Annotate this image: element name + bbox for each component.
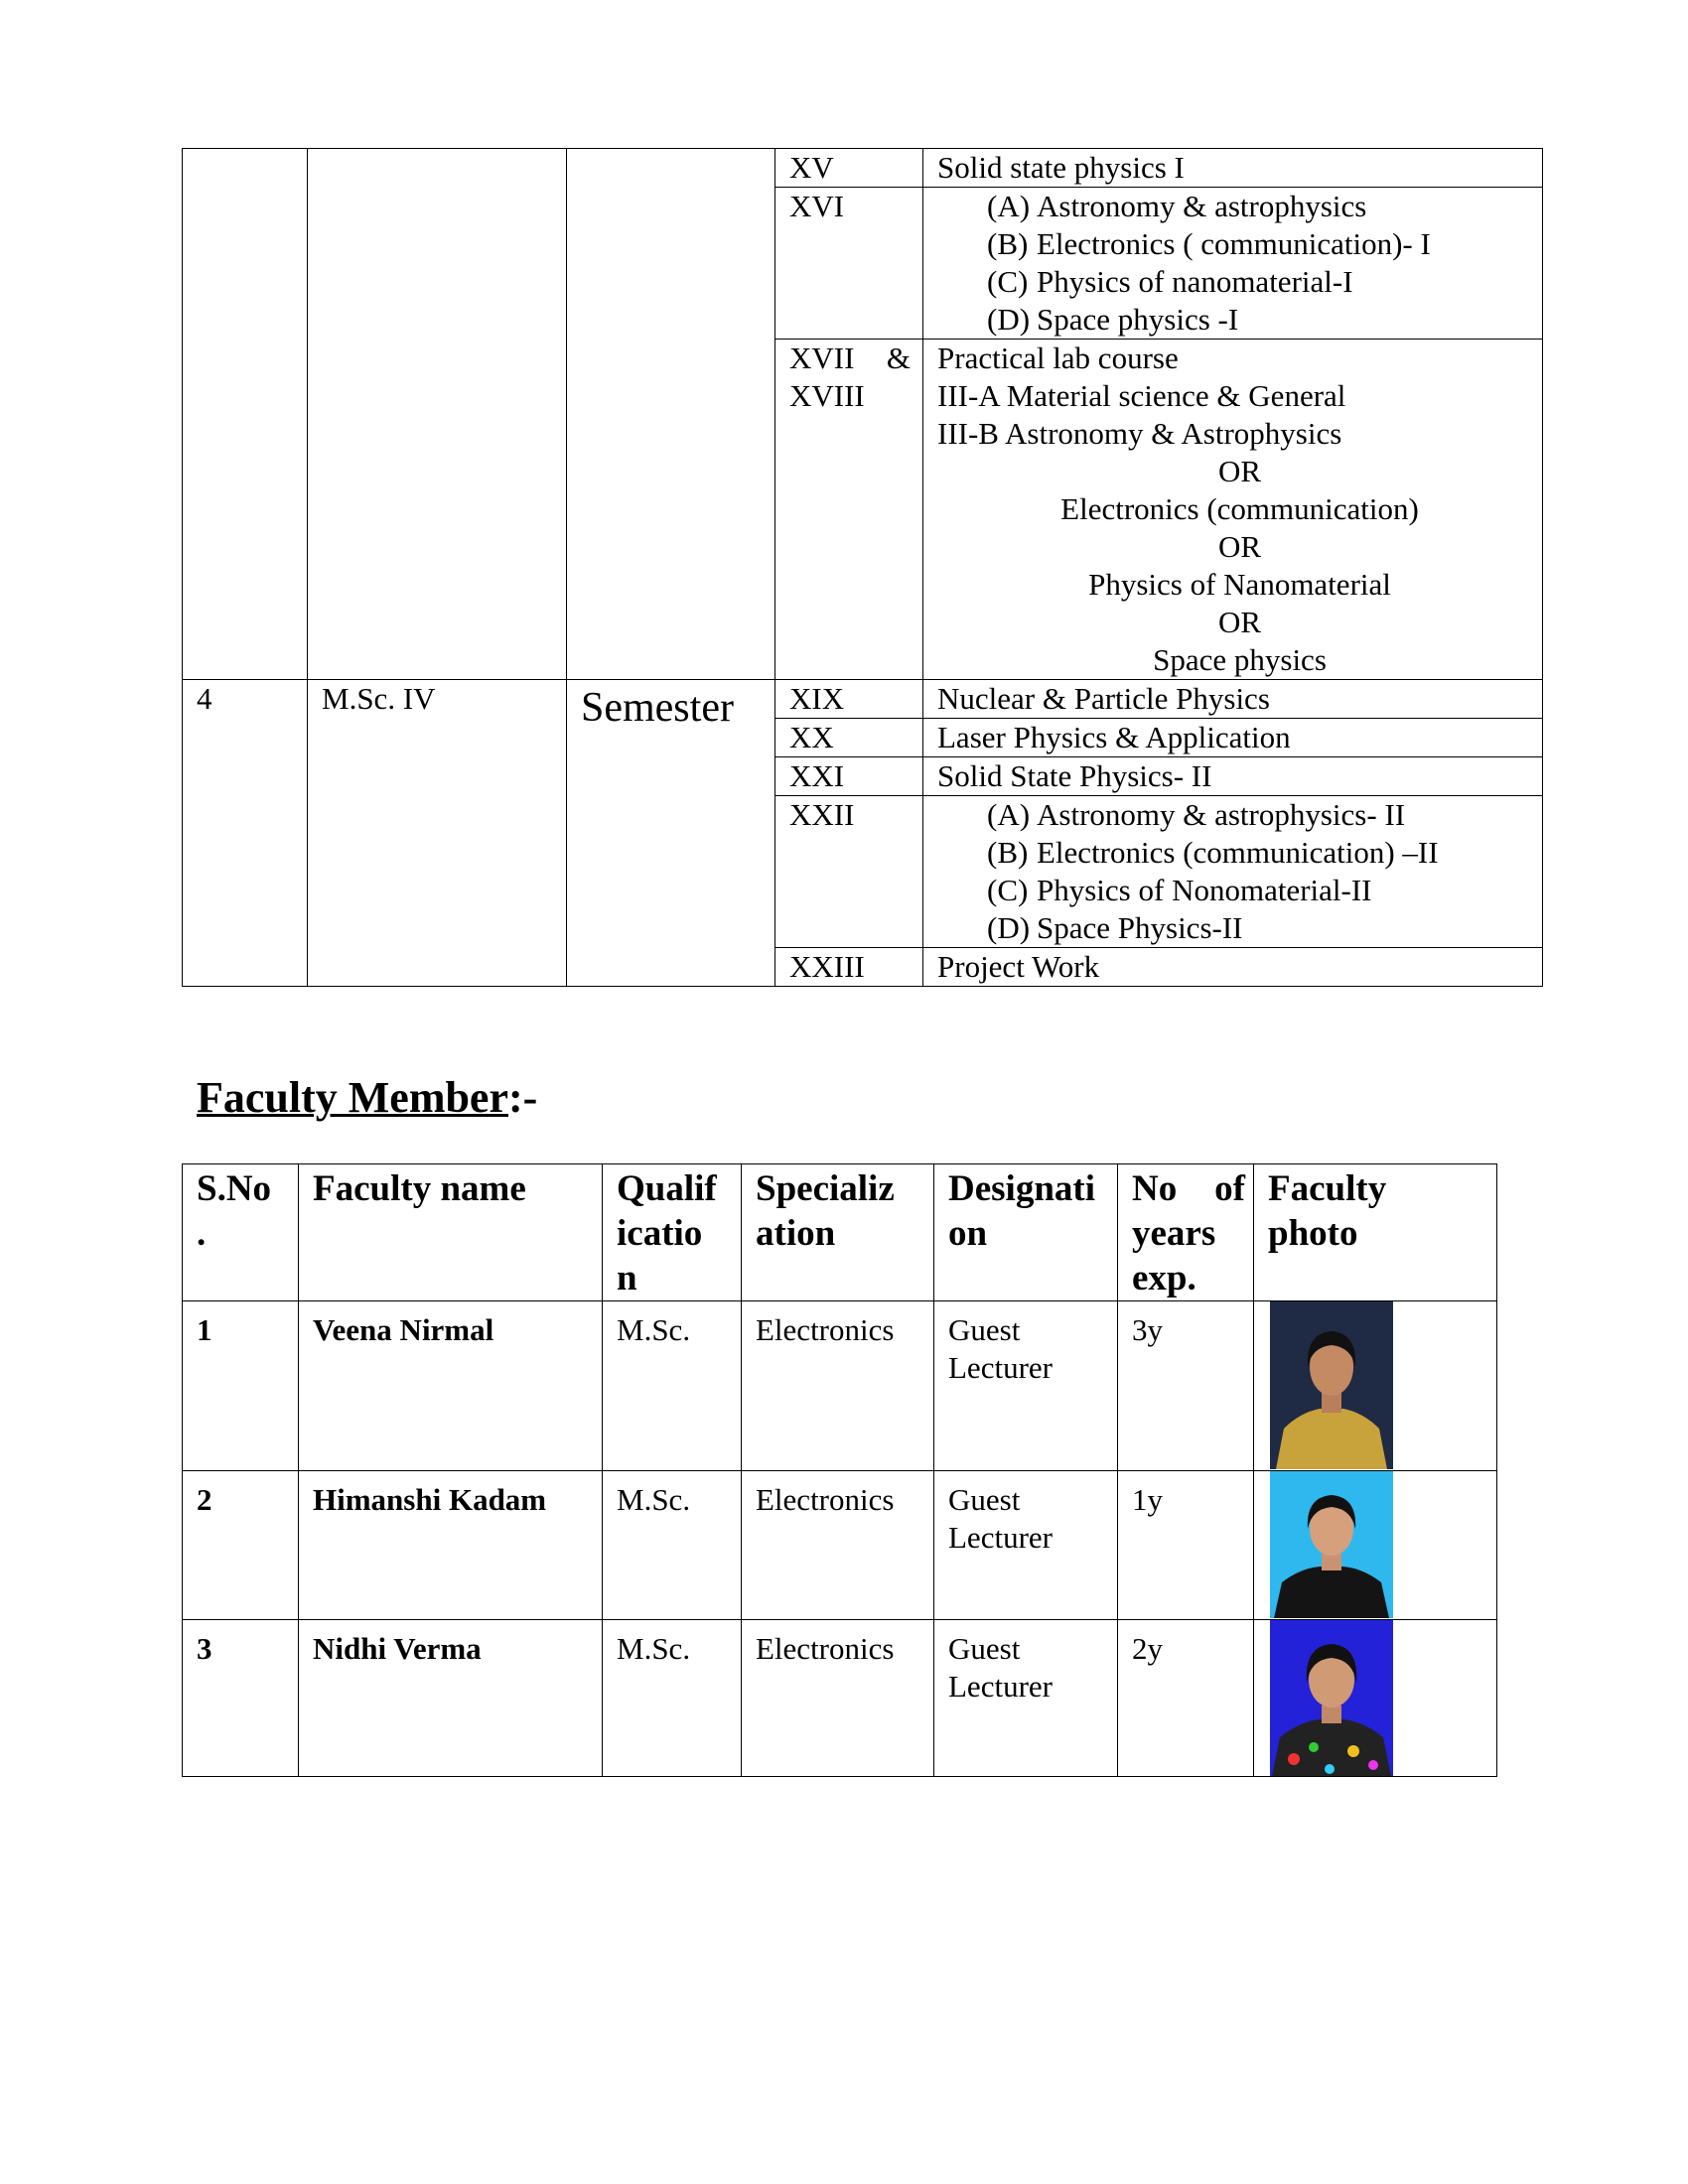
qualification: M.Sc. <box>603 1301 742 1471</box>
paper-number: XXIII <box>775 948 923 987</box>
practical-course-cell: Practical lab course III-A Material science & General III-B Astronomy & Astrophysics OR Electronics (communication) OR Physics of Nanomaterial OR Space physics <box>923 340 1543 680</box>
paper-number: XXII <box>775 796 923 948</box>
faculty-name: Nidhi Verma <box>299 1620 603 1777</box>
faculty-table <box>182 1163 1497 1777</box>
header-photo: Faculty photo <box>1254 1164 1497 1301</box>
subject: Solid State Physics- II <box>923 757 1543 796</box>
experience: 1y <box>1118 1471 1254 1620</box>
paper-number: XVII & XVIII <box>775 340 923 680</box>
table-row <box>183 680 1543 719</box>
faculty-name: Himanshi Kadam <box>299 1471 603 1620</box>
subject: Project Work <box>923 948 1543 987</box>
table-row <box>183 1620 1497 1777</box>
term-cell: Semester <box>567 680 775 987</box>
table-row <box>183 149 1543 188</box>
sno: 3 <box>183 1620 299 1777</box>
faculty-photo <box>1254 1301 1497 1471</box>
table-row <box>183 1301 1497 1471</box>
designation: Guest Lecturer <box>934 1620 1118 1777</box>
header-qualification: Qualif icatio n <box>603 1164 742 1301</box>
specialization: Electronics <box>742 1620 934 1777</box>
table-row <box>183 1471 1497 1620</box>
option-line: (C) Physics of nanomaterial-I <box>987 264 1353 299</box>
table-header-row <box>183 1164 1497 1301</box>
experience: 3y <box>1118 1301 1254 1471</box>
option-line: (B) Electronics ( communication)- I <box>987 226 1431 261</box>
header-specialization: Specializ ation <box>742 1164 934 1301</box>
paper-number: XVI <box>775 188 923 340</box>
header-name: Faculty name <box>299 1164 603 1301</box>
paper-number: XV <box>775 149 923 188</box>
experience: 2y <box>1118 1620 1254 1777</box>
designation: Guest Lecturer <box>934 1301 1118 1471</box>
designation: Guest Lecturer <box>934 1471 1118 1620</box>
subject-options <box>923 796 1543 948</box>
paper-number: XIX <box>775 680 923 719</box>
qualification: M.Sc. <box>603 1471 742 1620</box>
option-line: (B) Electronics (communication) –II <box>987 835 1439 870</box>
paper-number: XX <box>775 719 923 757</box>
sno: 1 <box>183 1301 299 1471</box>
sno-cell: 4 <box>183 680 308 987</box>
sno: 2 <box>183 1471 299 1620</box>
qualification: M.Sc. <box>603 1620 742 1777</box>
course-cell: M.Sc. IV <box>308 680 567 987</box>
faculty-name: Veena Nirmal <box>299 1301 603 1471</box>
faculty-heading: Faculty Member:- <box>197 1073 538 1122</box>
syllabus-table <box>182 148 1543 987</box>
subject: Solid state physics I <box>923 149 1543 188</box>
course-cell-empty <box>308 149 567 680</box>
header-sno: S.No . <box>183 1164 299 1301</box>
faculty-photo <box>1254 1620 1497 1777</box>
paper-number: XXI <box>775 757 923 796</box>
option-line: (A) Astronomy & astrophysics <box>987 189 1367 223</box>
option-line: (D) Space physics -I <box>987 302 1239 337</box>
option-line: (D) Space Physics-II <box>987 910 1243 945</box>
portrait-photo <box>1270 1620 1393 1776</box>
header-experience: No of years exp. <box>1118 1164 1254 1301</box>
faculty-photo <box>1254 1471 1497 1620</box>
portrait-photo <box>1270 1471 1393 1618</box>
sno-cell-empty <box>183 149 308 680</box>
specialization: Electronics <box>742 1301 934 1471</box>
portrait-photo <box>1270 1301 1393 1469</box>
option-line: (C) Physics of Nonomaterial-II <box>987 873 1372 907</box>
option-line: (A) Astronomy & astrophysics- II <box>987 797 1406 832</box>
subject-options <box>923 188 1543 340</box>
specialization: Electronics <box>742 1471 934 1620</box>
header-designation: Designati on <box>934 1164 1118 1301</box>
subject: Nuclear & Particle Physics <box>923 680 1543 719</box>
subject: Laser Physics & Application <box>923 719 1543 757</box>
term-cell-empty <box>567 149 775 680</box>
